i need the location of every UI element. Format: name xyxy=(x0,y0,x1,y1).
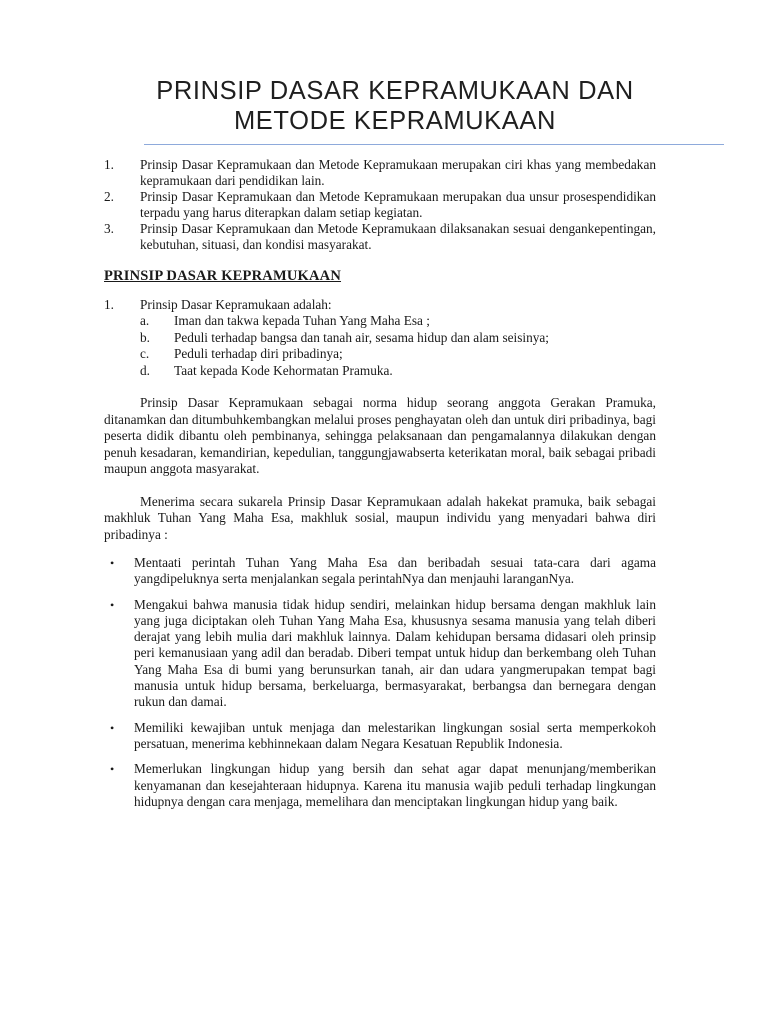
list-marker: 1. xyxy=(104,297,114,312)
sub-list-text: Iman dan takwa kepada Tuhan Yang Maha Esa ; xyxy=(174,313,430,328)
bullet-icon: • xyxy=(110,720,115,735)
list-marker: 1. xyxy=(104,157,114,172)
title-line-1: PRINSIP DASAR KEPRAMUKAAN DAN xyxy=(156,77,634,105)
title-underline-rule xyxy=(144,144,724,145)
bullet-icon: • xyxy=(110,556,115,570)
title-line-2: METODE KEPRAMUKAAN xyxy=(233,107,557,135)
bullet-icon: • xyxy=(110,597,115,612)
sub-list-marker: a. xyxy=(140,313,150,328)
sub-list-text: Taat kepada Kode Kehormatan Pramuka. xyxy=(174,362,393,378)
bullet-item xyxy=(104,720,656,753)
list-item xyxy=(104,221,656,253)
list-item xyxy=(104,297,656,313)
sub-list-text: Peduli terhadap diri pribadinya; xyxy=(174,346,343,361)
bullet-text: Memiliki kewajiban untuk menjaga dan melestarikan lingkungan sosial serta memperkokoh persatuan, menerima kebhinnekaan dalam Negara Kesatuan Republik Indonesia. xyxy=(134,719,656,751)
paragraph-norma-hidup: Prinsip Dasar Kepramukaan sebagai norma hidup seorang anggota Gerakan Pramuka, ditanamkan dan ditumbuhkembangkan melalui proses penghayatan oleh dan untuk diri pribadinya, bagi peserta didik dibantu oleh pembinanya, sehingga pelaksanaan dan pengamalannya dilakukan dengan penuh kesadaran, kemandirian, kepedulian, tanggungjawabserta keterikatan moral, baik sebagai pribadi maupun anggota masyarakat. xyxy=(104,395,656,476)
bullet-list xyxy=(104,555,656,810)
bullet-item xyxy=(104,555,656,588)
sub-list-marker: b. xyxy=(140,329,150,345)
list-item-text: Prinsip Dasar Kepramukaan adalah: xyxy=(140,297,332,312)
bullet-item xyxy=(104,761,656,810)
list-item-text: Prinsip Dasar Kepramukaan dan Metode Kepramukaan dilaksanakan sesuai dengankepentingan, kebutuhan, situasi, dan kondisi masyarakat. xyxy=(140,221,656,252)
list-item-text: Prinsip Dasar Kepramukaan dan Metode Kepramukaan merupakan ciri khas yang membedakan kepramukaan dari pendidikan lain. xyxy=(140,157,656,188)
list-marker: 2. xyxy=(104,189,114,204)
sub-list-item xyxy=(140,346,656,363)
sub-list-text: Peduli terhadap bangsa dan tanah air, sesama hidup dan alam seisinya; xyxy=(174,329,549,345)
intro-numbered-list xyxy=(104,157,656,253)
principles-list xyxy=(104,297,656,313)
list-marker: 3. xyxy=(104,221,114,236)
bullet-text: Mentaati perintah Tuhan Yang Maha Esa dan beribadah sesuai tata-cara dari agama yangdipeluknya serta menjalankan segala perintahNya dan menjauhi laranganNya. xyxy=(134,555,656,587)
sub-list-marker: c. xyxy=(140,346,150,361)
bullet-item xyxy=(104,597,656,711)
paragraph-hakekat-pramuka: Menerima secara sukarela Prinsip Dasar Kepramukaan adalah hakekat pramuka, baik sebagai makhluk Tuhan Yang Maha Esa, makhluk sosial, maupun individu yang menyadari bahwa diri pribadinya : xyxy=(104,493,656,542)
sub-list-marker: d. xyxy=(140,362,150,378)
list-item xyxy=(104,189,656,221)
bullet-text: Memerlukan lingkungan hidup yang bersih dan sehat agar dapat menunjang/memberikan kenyamanan dan kesejahteraan hidupnya. Karena itu manusia wajib peduli terhadap lingkungan hidupnya dengan cara menjaga, memelihara dan menciptakan lingkungan hidup yang baik. xyxy=(134,761,656,809)
section-heading: PRINSIP DASAR KEPRAMUKAAN xyxy=(104,268,342,284)
bullet-icon: • xyxy=(110,762,115,777)
sub-list-item xyxy=(140,363,656,380)
bullet-text: Mengakui bahwa manusia tidak hidup sendiri, melainkan hidup bersama dengan makhluk lain yang juga diciptakan oleh Tuhan Yang Maha Esa, khususnya sesama manusia yang telah diberi derajat yang lebih mulia dari makhluk lainnya. Dalam kehidupan bersama didasari oleh prinsip peri kemanusiaan yang adil dan beradab. Diberi tempat untuk hidup dan berkembang oleh Tuhan Yang Maha Esa di bumi yang berunsurkan tanah, air dan udara yangmerupakan tempat bagi manusia untuk hidup bersama, berkeluarga, bermasyarakat, berbangsa dan bernegara dengan rukun dan damai. xyxy=(134,596,656,710)
list-item xyxy=(104,157,656,189)
document-title xyxy=(104,0,656,136)
sub-list-item xyxy=(140,313,656,330)
list-item-text: Prinsip Dasar Kepramukaan dan Metode Kepramukaan merupakan dua unsur prosespendidikan terpadu yang harus diterapkan dalam setiap kegiatan. xyxy=(140,189,656,220)
sub-list-item xyxy=(140,330,656,347)
principles-sub-list xyxy=(104,313,656,379)
